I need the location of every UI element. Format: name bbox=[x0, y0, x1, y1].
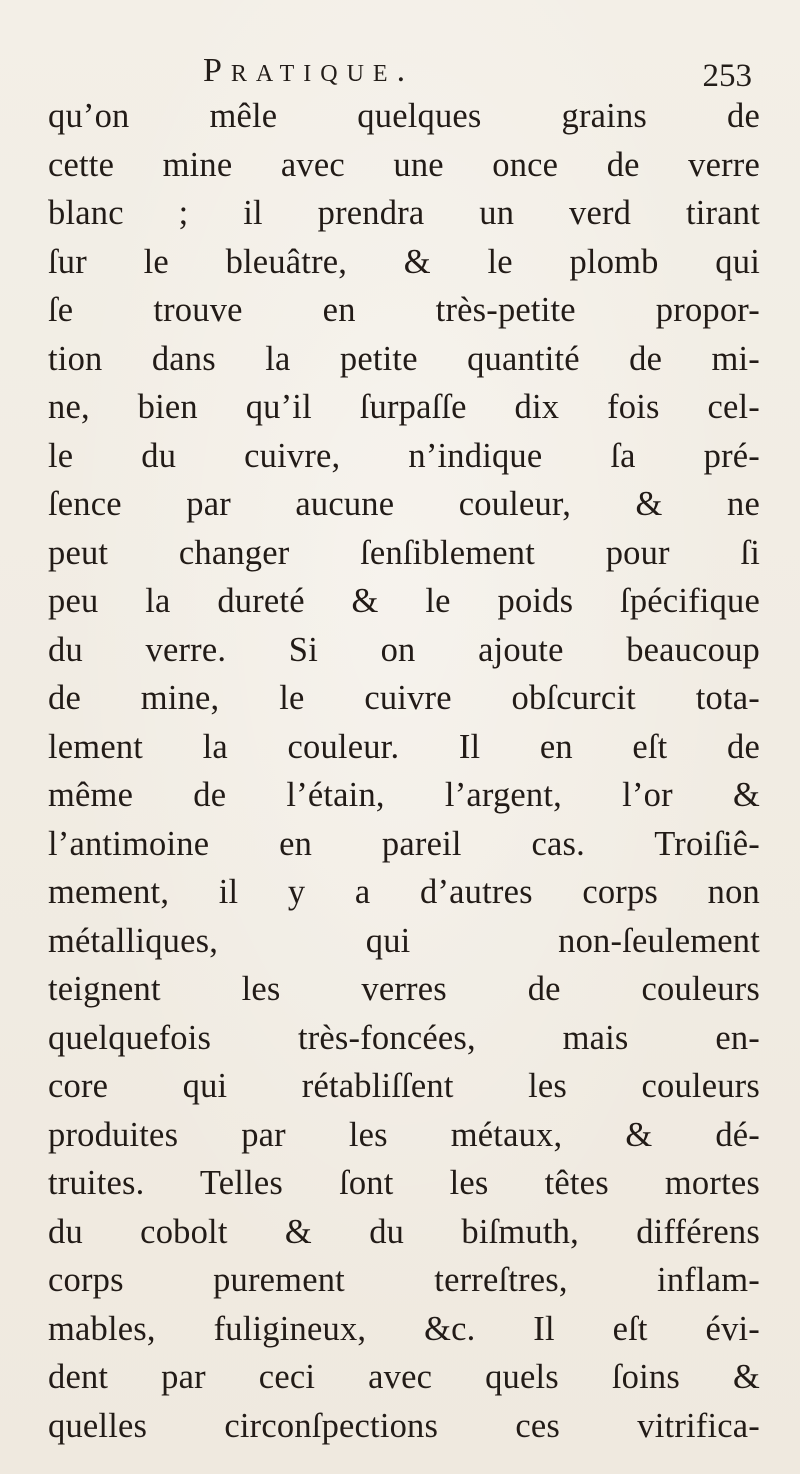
text-line: ſur le bleuâtre, & le plomb qui bbox=[48, 242, 760, 281]
running-title: Pratique. bbox=[203, 52, 415, 89]
text-line: l’antimoine en pareil cas. Troiſiê- bbox=[48, 824, 760, 863]
text-line: qu’on mêle quelques grains de bbox=[48, 97, 760, 135]
text-line: lement la couleur. Il en eſt de bbox=[48, 727, 760, 766]
text-line: peu la dureté & le poids ſpécifique bbox=[48, 582, 760, 620]
text-line: produites par les métaux, & dé- bbox=[48, 1115, 760, 1154]
text-line: corps purement terreſtres, inflam- bbox=[48, 1261, 760, 1299]
text-line: peut changer ſenſiblement pour ſi bbox=[48, 533, 760, 572]
text-line: le du cuivre, n’indique ſa pré- bbox=[48, 436, 760, 475]
text-line: même de l’étain, l’argent, l’or & bbox=[48, 776, 760, 814]
text-line: blanc ; il prendra un verd tirant bbox=[48, 194, 760, 232]
text-line: du cobolt & du biſmuth, différens bbox=[48, 1212, 760, 1251]
text-line: quelles circonſpections ces vitrifica- bbox=[48, 1406, 760, 1445]
text-line: de mine, le cuivre obſcurcit tota- bbox=[48, 679, 760, 717]
text-line: truites. Telles ſont les têtes mortes bbox=[48, 1164, 760, 1202]
text-line: ſence par aucune couleur, & ne bbox=[48, 485, 760, 523]
text-line: du verre. Si on ajoute beaucoup bbox=[48, 630, 760, 669]
text-line: mement, il y a d’autres corps non bbox=[48, 873, 760, 911]
text-line: tion dans la petite quantité de mi- bbox=[48, 339, 760, 378]
text-line: quelquefois très-foncées, mais en- bbox=[48, 1018, 760, 1057]
text-line: teignent les verres de couleurs bbox=[48, 970, 760, 1008]
text-line: cette mine avec une once de verre bbox=[48, 145, 760, 184]
text-line: ſe trouve en très-petite propor- bbox=[48, 291, 760, 329]
text-line: core qui rétabliſſent les couleurs bbox=[48, 1067, 760, 1105]
text-line: métalliques, qui non-ſeulement bbox=[48, 921, 760, 960]
text-line: ne, bien qu’il ſurpaſſe dix fois cel- bbox=[48, 388, 760, 426]
text-line: mables, fuligineux, &c. Il eſt évi- bbox=[48, 1309, 760, 1348]
page-number: 253 bbox=[702, 58, 752, 94]
text-line: dent par ceci avec quels ſoins & bbox=[48, 1358, 760, 1396]
body-text bbox=[48, 92, 760, 1450]
